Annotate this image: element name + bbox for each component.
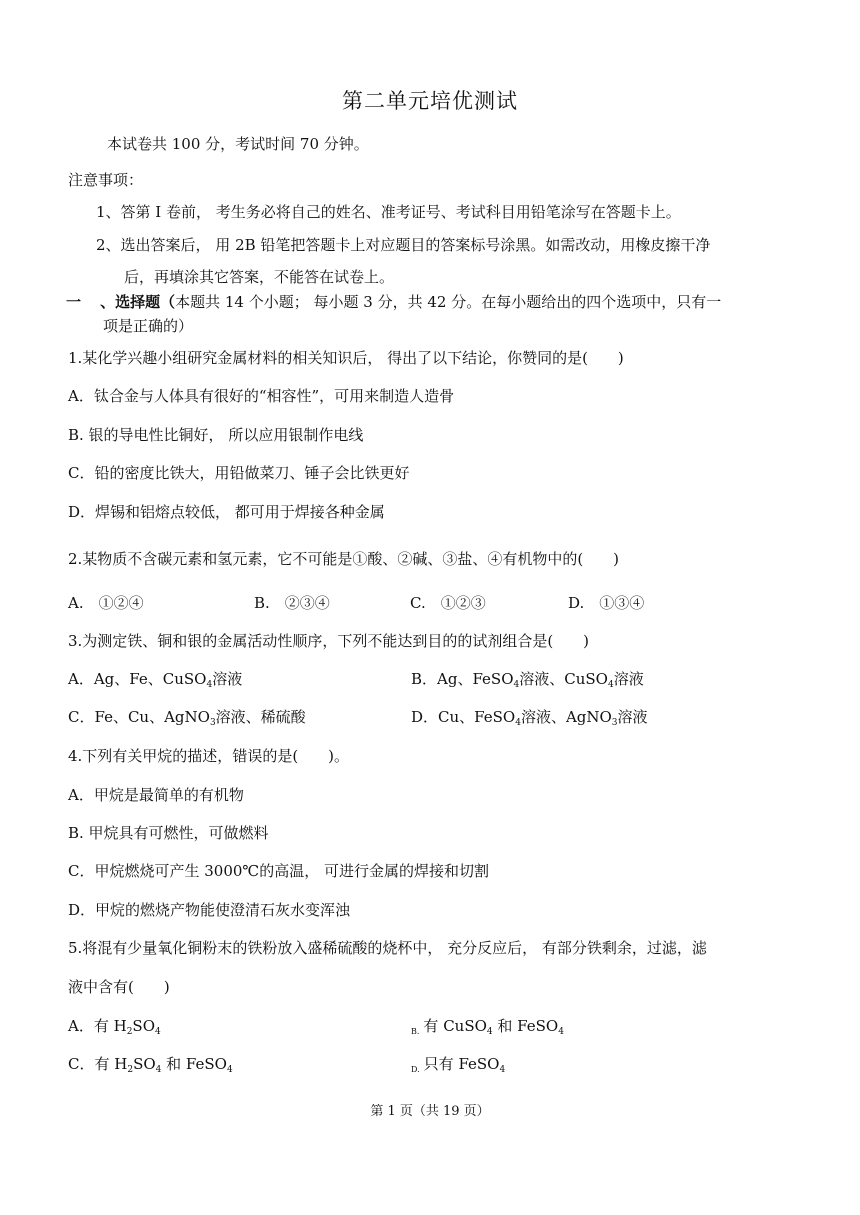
q3-option-d (411, 706, 648, 731)
note-item-2-cont: 后，再填涂其它答案，不能答在试卷上。 (124, 268, 395, 286)
section-number: 一 (66, 293, 82, 311)
q1-option-c: C．铅的密度比铁大，用铅做菜刀、锤子会比铁更好 (68, 464, 410, 482)
q1-option-a: A．钛合金与人体具有很好的“相容性”，可用来制造人造骨 (68, 387, 455, 405)
q4-option-a: A．甲烷是最简单的有机物 (68, 786, 244, 804)
q2-option-a: A. ①②④ (68, 594, 144, 612)
q2-option-b: B. ②③④ (254, 594, 330, 612)
q5-d-label: D. (411, 1065, 420, 1074)
section-heading (66, 291, 721, 313)
q5-b-text-mid: 和 FeSO (492, 1017, 559, 1035)
page-footer: 第 1 页（共 19 页） (370, 1104, 490, 1119)
subscript: 4 (607, 680, 614, 690)
subscript: 3 (209, 718, 216, 728)
exam-intro: 本试卷共 100 分，考试时间 70 分钟。 (107, 135, 369, 153)
subscript: 4 (155, 1065, 162, 1075)
q4-stem: 4.下列有关甲烷的描述，错误的是( )。 (68, 747, 350, 765)
page-title: 第二单元培优测试 (342, 89, 518, 113)
q5-a-text-mid: SO (132, 1017, 155, 1035)
subscript: 4 (206, 680, 213, 690)
note-item-2: 2、选出答案后， 用 2B 铅笔把答题卡上对应题目的答案标号涂黑。如需改动，用橡皮擦干净 (96, 236, 711, 254)
q3-option-b (411, 668, 644, 693)
q3-c-text-end: 溶液、稀硫酸 (215, 708, 306, 726)
q3-option-c (68, 706, 306, 731)
subscript: 4 (558, 1027, 564, 1037)
subscript: 4 (155, 1027, 161, 1037)
q1-option-d: D．焊锡和铝熔点较低， 都可用于焊接各种金属 (68, 503, 385, 521)
q3-b-text-mid: 溶液、CuSO (519, 670, 608, 688)
q2-option-d: D. ①③④ (568, 594, 645, 612)
q2-option-c: C. ①②③ (410, 594, 486, 612)
q3-d-text-end: 溶液 (617, 708, 648, 726)
subscript: 4 (486, 1027, 493, 1037)
q5-c-text-mid: SO (133, 1055, 156, 1073)
q1-option-b: B. 银的导电性比铜好， 所以应用银制作电线 (68, 426, 364, 444)
subscript: 2 (126, 1027, 133, 1037)
subscript: 4 (499, 1065, 506, 1075)
q3-stem: 3.为测定铁、铜和银的金属活动性顺序，下列不能达到目的的试剂组合是( ) (68, 632, 590, 650)
q3-a-text: A．Ag、Fe、CuSO (68, 670, 207, 688)
notes-heading: 注意事项： (68, 171, 144, 189)
q3-a-text-end: 溶液 (212, 670, 243, 688)
q1-stem: 1.某化学兴趣小组研究金属材料的相关知识后， 得出了以下结论，你赞同的是( ) (68, 349, 624, 367)
q2-stem: 2.某物质不含碳元素和氢元素，它不可能是①酸、②碱、③盐、④有机物中的( ) (68, 550, 620, 568)
q5-stem: 5.将混有少量氧化铜粉末的铁粉放入盛稀硫酸的烧杯中， 充分反应后， 有部分铁剩余，过滤，滤 (68, 939, 707, 957)
q5-b-label: B. (411, 1027, 420, 1036)
q4-option-c: C．甲烷燃烧可产生 3000℃的高温， 可进行金属的焊接和切割 (68, 862, 489, 880)
q3-c-text: C．Fe、Cu、AgNO (68, 708, 210, 726)
q5-stem-cont: 液中含有( ) (68, 978, 170, 996)
q5-option-b (411, 1015, 564, 1040)
q5-c-text-mid2: 和 FeSO (161, 1055, 227, 1073)
q5-option-a (68, 1015, 161, 1040)
q5-option-d (411, 1053, 505, 1078)
q5-option-c (68, 1053, 233, 1078)
q3-option-a (68, 668, 242, 693)
subscript: 3 (611, 718, 618, 728)
subscript: 4 (226, 1065, 233, 1075)
q3-b-text: B．Ag、FeSO (411, 670, 514, 688)
q4-option-b: B. 甲烷具有可燃性，可做燃料 (68, 824, 269, 842)
q3-b-text-end: 溶液 (613, 670, 644, 688)
q5-d-text: 只有 FeSO (423, 1055, 500, 1073)
q3-d-text: D．Cu、FeSO (411, 708, 516, 726)
q5-a-text: A．有 H (68, 1017, 127, 1035)
subscript: 2 (127, 1065, 134, 1075)
subscript: 4 (515, 718, 521, 728)
q4-option-d: D．甲烷的燃烧产物能使澄清石灰水变浑浊 (68, 901, 351, 919)
subscript: 4 (513, 680, 520, 690)
section-name: 、选择题（ (100, 293, 176, 311)
q5-c-text: C．有 H (68, 1055, 128, 1073)
q3-d-text-mid: 溶液、AgNO (520, 708, 612, 726)
section-description-cont: 项是正确的） (103, 317, 194, 335)
section-description: 本题共 14 个小题； 每小题 3 分，共 42 分。在每小题给出的四个选项中，只有一 (175, 293, 722, 311)
note-item-1: 1、答第 I 卷前， 考生务必将自己的姓名、准考证号、考试科目用铅笔涂写在答题卡上。 (96, 203, 681, 221)
q5-b-text: 有 CuSO (423, 1017, 487, 1035)
